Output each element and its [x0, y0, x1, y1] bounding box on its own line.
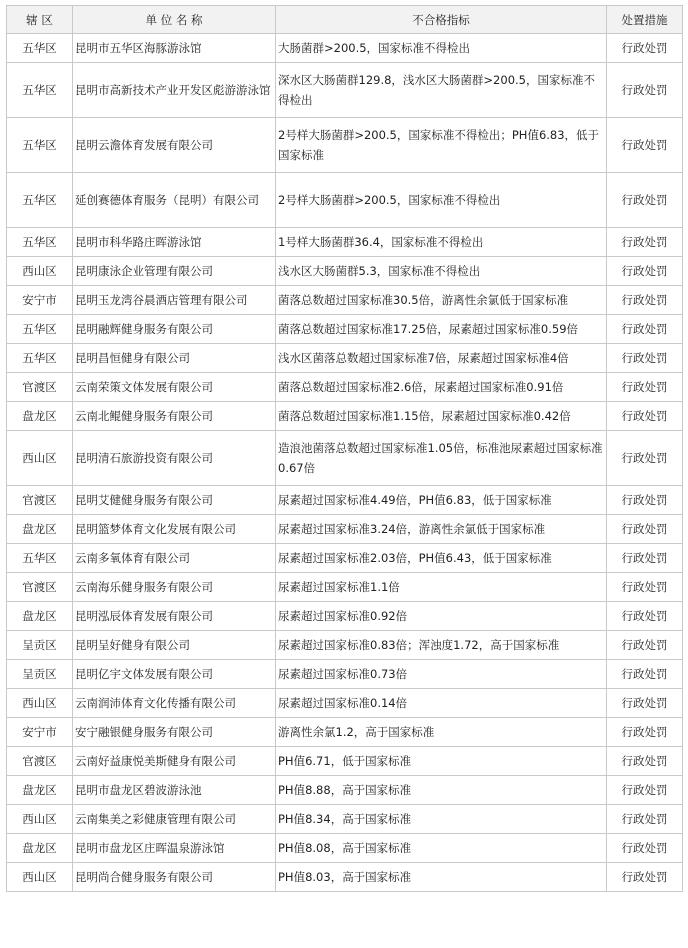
district-cell: 五华区: [7, 344, 73, 373]
penalty-cell: 行政处罚: [607, 344, 683, 373]
penalty-cell: 行政处罚: [607, 689, 683, 718]
failed-indicator-cell: 菌落总数超过国家标准17.25倍，尿素超过国家标准0.59倍: [276, 315, 607, 344]
failed-indicator-cell: PH值8.03，高于国家标准: [276, 863, 607, 892]
header-failed-indicator: 不合格指标: [276, 6, 607, 34]
unit-name-cell: 云南润沛体育文化传播有限公司: [73, 689, 276, 718]
table-row: [7, 118, 683, 173]
failed-indicator-cell: 深水区大肠菌群129.8，浅水区大肠菌群>200.5，国家标准不得检出: [276, 63, 607, 118]
district-cell: 盘龙区: [7, 515, 73, 544]
district-cell: 五华区: [7, 544, 73, 573]
failed-indicator-cell: 尿素超过国家标准0.14倍: [276, 689, 607, 718]
district-cell: 五华区: [7, 34, 73, 63]
district-cell: 五华区: [7, 173, 73, 228]
penalty-cell: 行政处罚: [607, 660, 683, 689]
district-cell: 五华区: [7, 118, 73, 173]
district-cell: 五华区: [7, 228, 73, 257]
penalty-cell: 行政处罚: [607, 431, 683, 486]
failed-indicator-cell: 大肠菌群>200.5，国家标准不得检出: [276, 34, 607, 63]
failed-indicator-cell: 造浪池菌落总数超过国家标准1.05倍，标准池尿素超过国家标准0.67倍: [276, 431, 607, 486]
district-cell: 西山区: [7, 431, 73, 486]
penalty-cell: 行政处罚: [607, 718, 683, 747]
failed-indicator-cell: PH值8.88，高于国家标准: [276, 776, 607, 805]
unit-name-cell: 昆明亿宇文体发展有限公司: [73, 660, 276, 689]
table-row: [7, 515, 683, 544]
unit-name-cell: 昆明市高新技术产业开发区彪游游泳馆: [73, 63, 276, 118]
table-row: [7, 573, 683, 602]
district-cell: 盘龙区: [7, 402, 73, 431]
unit-name-cell: 安宁融银健身服务有限公司: [73, 718, 276, 747]
district-cell: 盘龙区: [7, 776, 73, 805]
district-cell: 呈贡区: [7, 660, 73, 689]
table-row: [7, 689, 683, 718]
failed-indicator-cell: 浅水区大肠菌群5.3，国家标准不得检出: [276, 257, 607, 286]
penalty-cell: 行政处罚: [607, 776, 683, 805]
unit-name-cell: 昆明篮梦体育文化发展有限公司: [73, 515, 276, 544]
failed-indicator-cell: 尿素超过国家标准0.92倍: [276, 602, 607, 631]
unit-name-cell: 云南多氧体育有限公司: [73, 544, 276, 573]
failed-indicator-cell: 游离性余氯1.2，高于国家标准: [276, 718, 607, 747]
district-cell: 官渡区: [7, 373, 73, 402]
penalty-cell: 行政处罚: [607, 173, 683, 228]
penalty-cell: 行政处罚: [607, 257, 683, 286]
unit-name-cell: 昆明市五华区海豚游泳馆: [73, 34, 276, 63]
table-row: [7, 373, 683, 402]
penalty-cell: 行政处罚: [607, 631, 683, 660]
failed-indicator-cell: PH值8.34，高于国家标准: [276, 805, 607, 834]
table-header-row: [7, 6, 683, 34]
header-unit-name: 单 位 名 称: [73, 6, 276, 34]
district-cell: 安宁市: [7, 718, 73, 747]
table-row: [7, 776, 683, 805]
table-row: [7, 660, 683, 689]
table-row: [7, 747, 683, 776]
district-cell: 安宁市: [7, 286, 73, 315]
penalty-cell: 行政处罚: [607, 834, 683, 863]
penalty-cell: 行政处罚: [607, 373, 683, 402]
district-cell: 官渡区: [7, 573, 73, 602]
unit-name-cell: 昆明康泳企业管理有限公司: [73, 257, 276, 286]
table-row: [7, 544, 683, 573]
penalty-cell: 行政处罚: [607, 228, 683, 257]
district-cell: 盘龙区: [7, 602, 73, 631]
unit-name-cell: 云南荣策文体发展有限公司: [73, 373, 276, 402]
district-cell: 西山区: [7, 863, 73, 892]
failed-indicator-cell: 尿素超过国家标准4.49倍，PH值6.83，低于国家标准: [276, 486, 607, 515]
failed-indicator-cell: 2号样大肠菌群>200.5，国家标准不得检出: [276, 173, 607, 228]
inspection-results-table: [6, 5, 683, 892]
unit-name-cell: 昆明融辉健身服务有限公司: [73, 315, 276, 344]
header-penalty: 处置措施: [607, 6, 683, 34]
failed-indicator-cell: 尿素超过国家标准0.73倍: [276, 660, 607, 689]
failed-indicator-cell: 菌落总数超过国家标准1.15倍，尿素超过国家标准0.42倍: [276, 402, 607, 431]
table-row: [7, 286, 683, 315]
unit-name-cell: 云南好益康悦美斯健身有限公司: [73, 747, 276, 776]
unit-name-cell: 昆明尚合健身服务有限公司: [73, 863, 276, 892]
penalty-cell: 行政处罚: [607, 315, 683, 344]
failed-indicator-cell: 菌落总数超过国家标准30.5倍，游离性余氯低于国家标准: [276, 286, 607, 315]
district-cell: 官渡区: [7, 486, 73, 515]
table-row: [7, 431, 683, 486]
district-cell: 五华区: [7, 315, 73, 344]
unit-name-cell: 昆明泓辰体育发展有限公司: [73, 602, 276, 631]
failed-indicator-cell: 尿素超过国家标准2.03倍，PH值6.43，低于国家标准: [276, 544, 607, 573]
district-cell: 官渡区: [7, 747, 73, 776]
failed-indicator-cell: 浅水区菌落总数超过国家标准7倍，尿素超过国家标准4倍: [276, 344, 607, 373]
district-cell: 西山区: [7, 257, 73, 286]
penalty-cell: 行政处罚: [607, 118, 683, 173]
penalty-cell: 行政处罚: [607, 747, 683, 776]
failed-indicator-cell: 2号样大肠菌群>200.5，国家标准不得检出；PH值6.83，低于国家标准: [276, 118, 607, 173]
table-row: [7, 173, 683, 228]
table-row: [7, 486, 683, 515]
district-cell: 西山区: [7, 689, 73, 718]
failed-indicator-cell: 菌落总数超过国家标准2.6倍，尿素超过国家标准0.91倍: [276, 373, 607, 402]
failed-indicator-cell: 尿素超过国家标准0.83倍；浑浊度1.72，高于国家标准: [276, 631, 607, 660]
unit-name-cell: 云南海乐健身服务有限公司: [73, 573, 276, 602]
unit-name-cell: 昆明艾健健身服务有限公司: [73, 486, 276, 515]
penalty-cell: 行政处罚: [607, 544, 683, 573]
table-row: [7, 315, 683, 344]
unit-name-cell: 昆明市科华路庄晖游泳馆: [73, 228, 276, 257]
table-row: [7, 631, 683, 660]
unit-name-cell: 昆明玉龙湾谷晨酒店管理有限公司: [73, 286, 276, 315]
failed-indicator-cell: 尿素超过国家标准1.1倍: [276, 573, 607, 602]
table-row: [7, 834, 683, 863]
penalty-cell: 行政处罚: [607, 34, 683, 63]
penalty-cell: 行政处罚: [607, 805, 683, 834]
failed-indicator-cell: PH值6.71，低于国家标准: [276, 747, 607, 776]
failed-indicator-cell: 尿素超过国家标准3.24倍，游离性余氯低于国家标准: [276, 515, 607, 544]
table-row: [7, 863, 683, 892]
penalty-cell: 行政处罚: [607, 402, 683, 431]
unit-name-cell: 昆明清石旅游投资有限公司: [73, 431, 276, 486]
penalty-cell: 行政处罚: [607, 602, 683, 631]
unit-name-cell: 昆明云澹体育发展有限公司: [73, 118, 276, 173]
header-district: 辖 区: [7, 6, 73, 34]
failed-indicator-cell: PH值8.08，高于国家标准: [276, 834, 607, 863]
district-cell: 盘龙区: [7, 834, 73, 863]
district-cell: 西山区: [7, 805, 73, 834]
table-row: [7, 34, 683, 63]
penalty-cell: 行政处罚: [607, 863, 683, 892]
inspection-table-container: [6, 5, 682, 892]
unit-name-cell: 云南北鲲健身服务有限公司: [73, 402, 276, 431]
table-row: [7, 402, 683, 431]
table-row: [7, 63, 683, 118]
table-body: [7, 34, 683, 892]
table-row: [7, 718, 683, 747]
unit-name-cell: 延创赛德体育服务（昆明）有限公司: [73, 173, 276, 228]
unit-name-cell: 云南集美之彩健康管理有限公司: [73, 805, 276, 834]
penalty-cell: 行政处罚: [607, 573, 683, 602]
table-row: [7, 228, 683, 257]
unit-name-cell: 昆明市盘龙区碧波游泳池: [73, 776, 276, 805]
unit-name-cell: 昆明呈好健身有限公司: [73, 631, 276, 660]
table-row: [7, 344, 683, 373]
table-row: [7, 602, 683, 631]
unit-name-cell: 昆明市盘龙区庄晖温泉游泳馆: [73, 834, 276, 863]
penalty-cell: 行政处罚: [607, 63, 683, 118]
table-row: [7, 805, 683, 834]
district-cell: 呈贡区: [7, 631, 73, 660]
penalty-cell: 行政处罚: [607, 486, 683, 515]
penalty-cell: 行政处罚: [607, 515, 683, 544]
table-row: [7, 257, 683, 286]
unit-name-cell: 昆明昌恒健身有限公司: [73, 344, 276, 373]
district-cell: 五华区: [7, 63, 73, 118]
penalty-cell: 行政处罚: [607, 286, 683, 315]
failed-indicator-cell: 1号样大肠菌群36.4，国家标准不得检出: [276, 228, 607, 257]
